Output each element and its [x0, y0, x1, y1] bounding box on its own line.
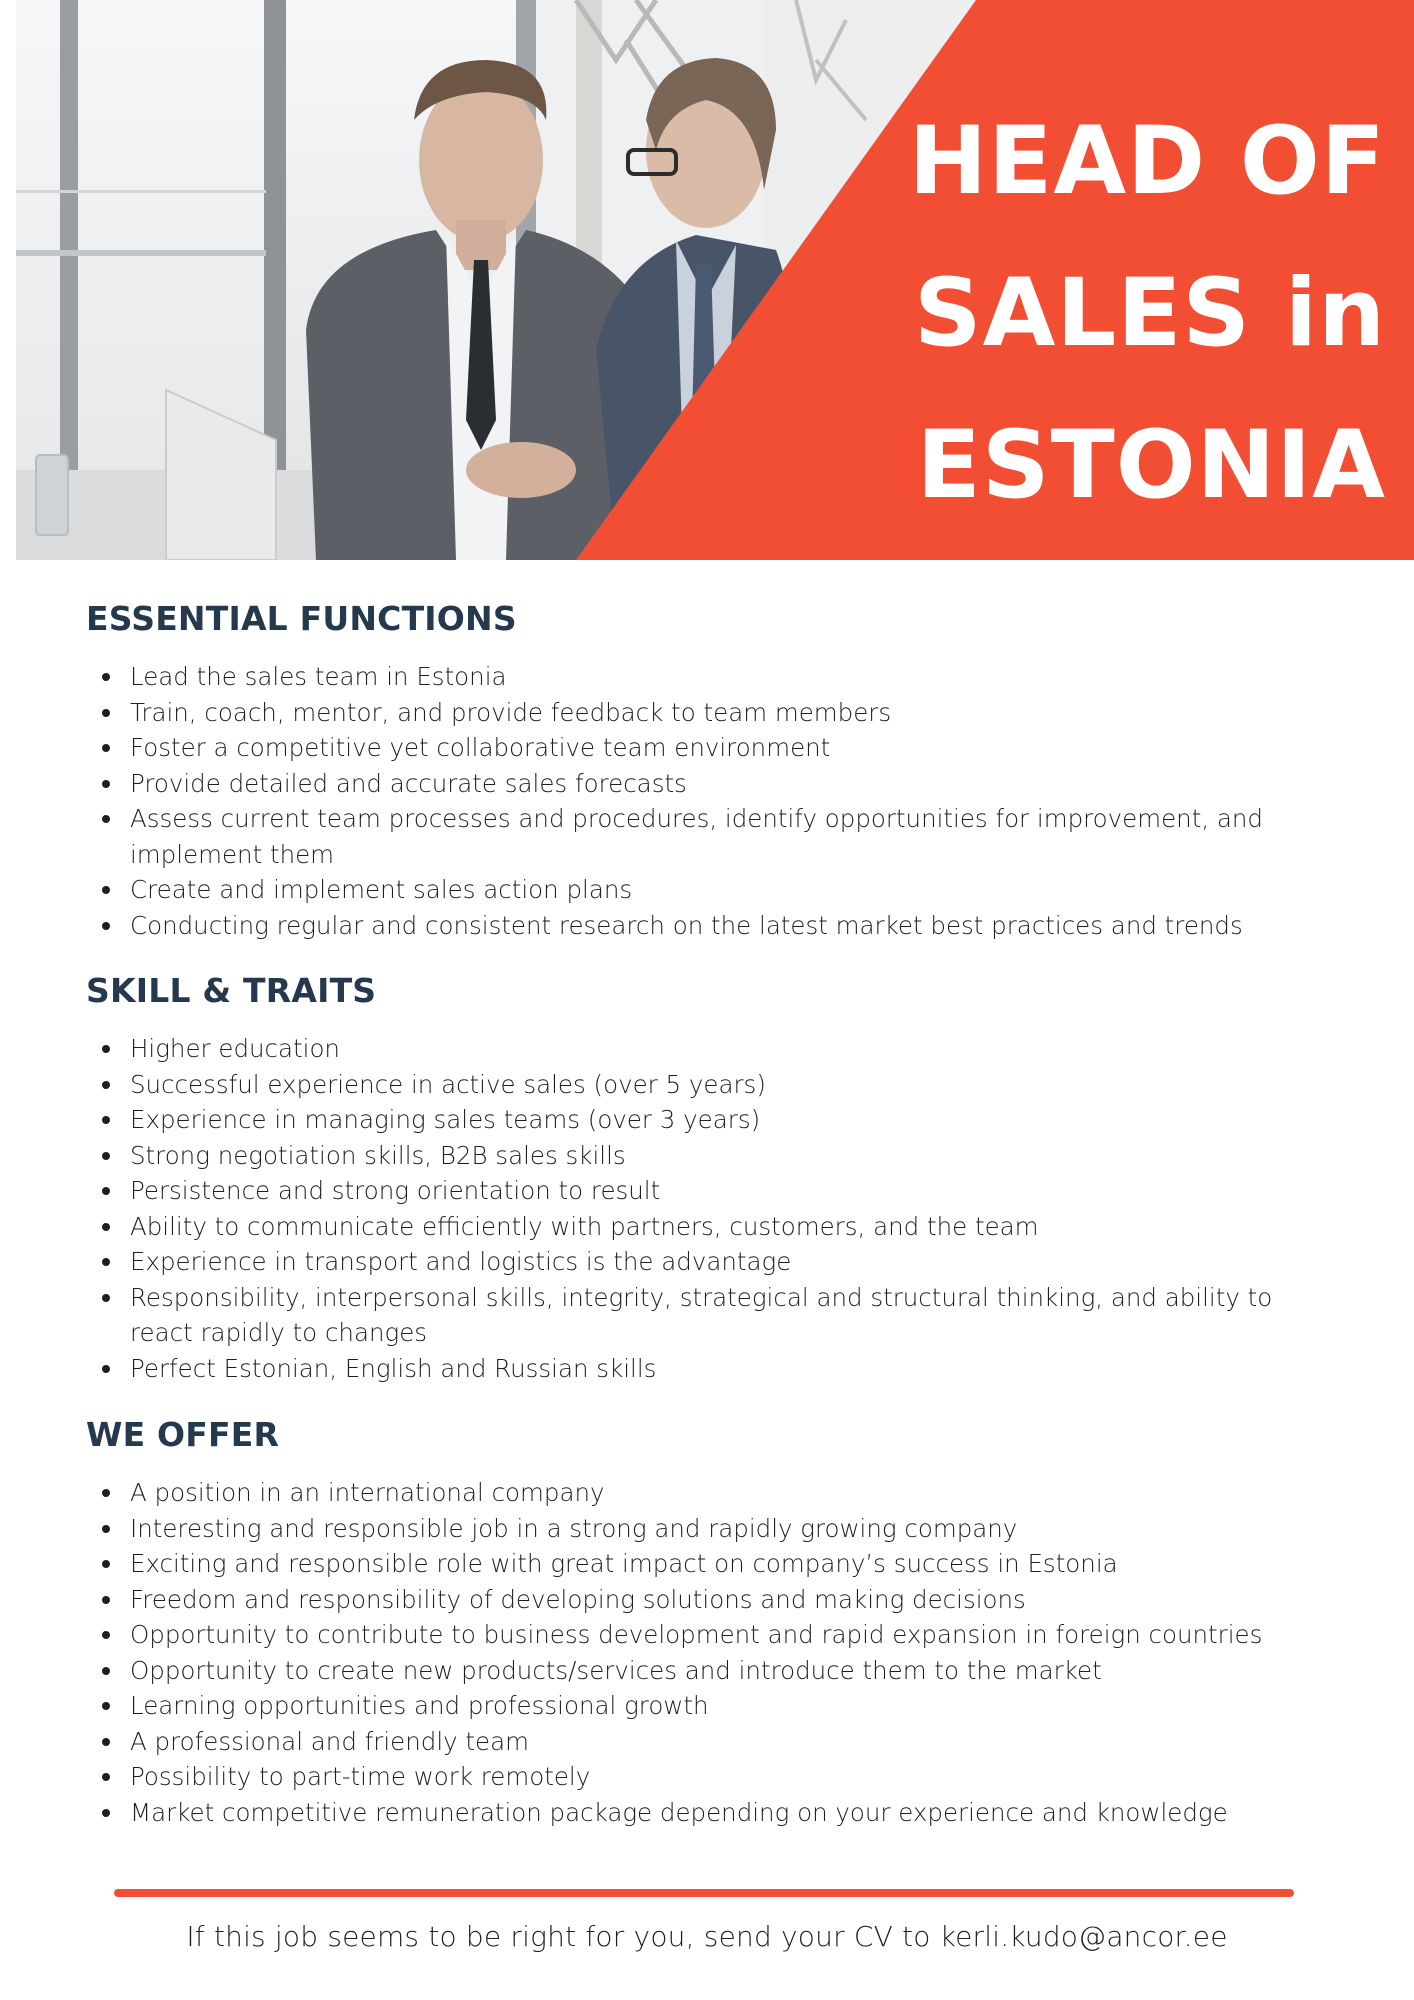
- list-item: Market competitive remuneration package depending on your experience and knowledge: [86, 1795, 1336, 1831]
- section-title: ESSENTIAL FUNCTIONS: [86, 599, 517, 638]
- list-item: Successful experience in active sales (over 5 years): [86, 1067, 1336, 1103]
- list-item: Experience in managing sales teams (over 3 years): [86, 1102, 1336, 1138]
- bullet-list: [86, 1031, 1336, 1386]
- job-title-line-3: ESTONIA: [916, 411, 1386, 520]
- list-item: Interesting and responsible job in a strong and rapidly growing company: [86, 1511, 1336, 1547]
- list-item: Persistence and strong orientation to result: [86, 1173, 1336, 1209]
- list-item: Possibility to part-time work remotely: [86, 1759, 1336, 1795]
- bullet-list: [86, 1475, 1336, 1830]
- footer-contact-text: If this job seems to be right for you, send your CV to kerli.kudo@ancor.ee: [186, 1920, 1228, 1953]
- list-item: Freedom and responsibility of developing solutions and making decisions: [86, 1582, 1336, 1618]
- section-skill-traits: [86, 971, 1336, 1386]
- list-item: Train, coach, mentor, and provide feedback to team members: [86, 695, 1336, 731]
- section-title: SKILL & TRAITS: [86, 971, 377, 1010]
- list-item: Perfect Estonian, English and Russian skills: [86, 1351, 1336, 1387]
- section-we-offer: [86, 1415, 1336, 1830]
- list-item: Exciting and responsible role with great impact on company’s success in Estonia: [86, 1546, 1336, 1582]
- list-item: Responsibility, interpersonal skills, integrity, strategical and structural thinking, and ability to react rapidly to changes: [86, 1280, 1336, 1351]
- list-item: Opportunity to contribute to business development and rapid expansion in foreign countries: [86, 1617, 1336, 1653]
- list-item: Learning opportunities and professional growth: [86, 1688, 1336, 1724]
- list-item: Provide detailed and accurate sales forecasts: [86, 766, 1336, 802]
- list-item: Experience in transport and logistics is the advantage: [86, 1244, 1336, 1280]
- list-item: Create and implement sales action plans: [86, 872, 1336, 908]
- job-title: [826, 86, 1386, 542]
- list-item: Ability to communicate efficiently with partners, customers, and the team: [86, 1209, 1336, 1245]
- list-item: Conducting regular and consistent research on the latest market best practices and trends: [86, 908, 1336, 944]
- job-title-line-1: HEAD OF: [908, 107, 1386, 216]
- list-item: Assess current team processes and procedures, identify opportunities for improvement, and implement them: [86, 801, 1336, 872]
- bullet-list: [86, 659, 1336, 943]
- job-title-line-2: SALES in: [913, 259, 1386, 368]
- section-title: WE OFFER: [86, 1415, 280, 1454]
- list-item: A position in an international company: [86, 1475, 1336, 1511]
- list-item: A professional and friendly team: [86, 1724, 1336, 1760]
- footer-divider: [114, 1889, 1294, 1897]
- list-item: Lead the sales team in Estonia: [86, 659, 1336, 695]
- list-item: Strong negotiation skills, B2B sales skills: [86, 1138, 1336, 1174]
- list-item: Higher education: [86, 1031, 1336, 1067]
- list-item: Opportunity to create new products/services and introduce them to the market: [86, 1653, 1336, 1689]
- section-essential-functions: [86, 599, 1336, 943]
- hero-banner: [16, 0, 1414, 560]
- list-item: Foster a competitive yet collaborative team environment: [86, 730, 1336, 766]
